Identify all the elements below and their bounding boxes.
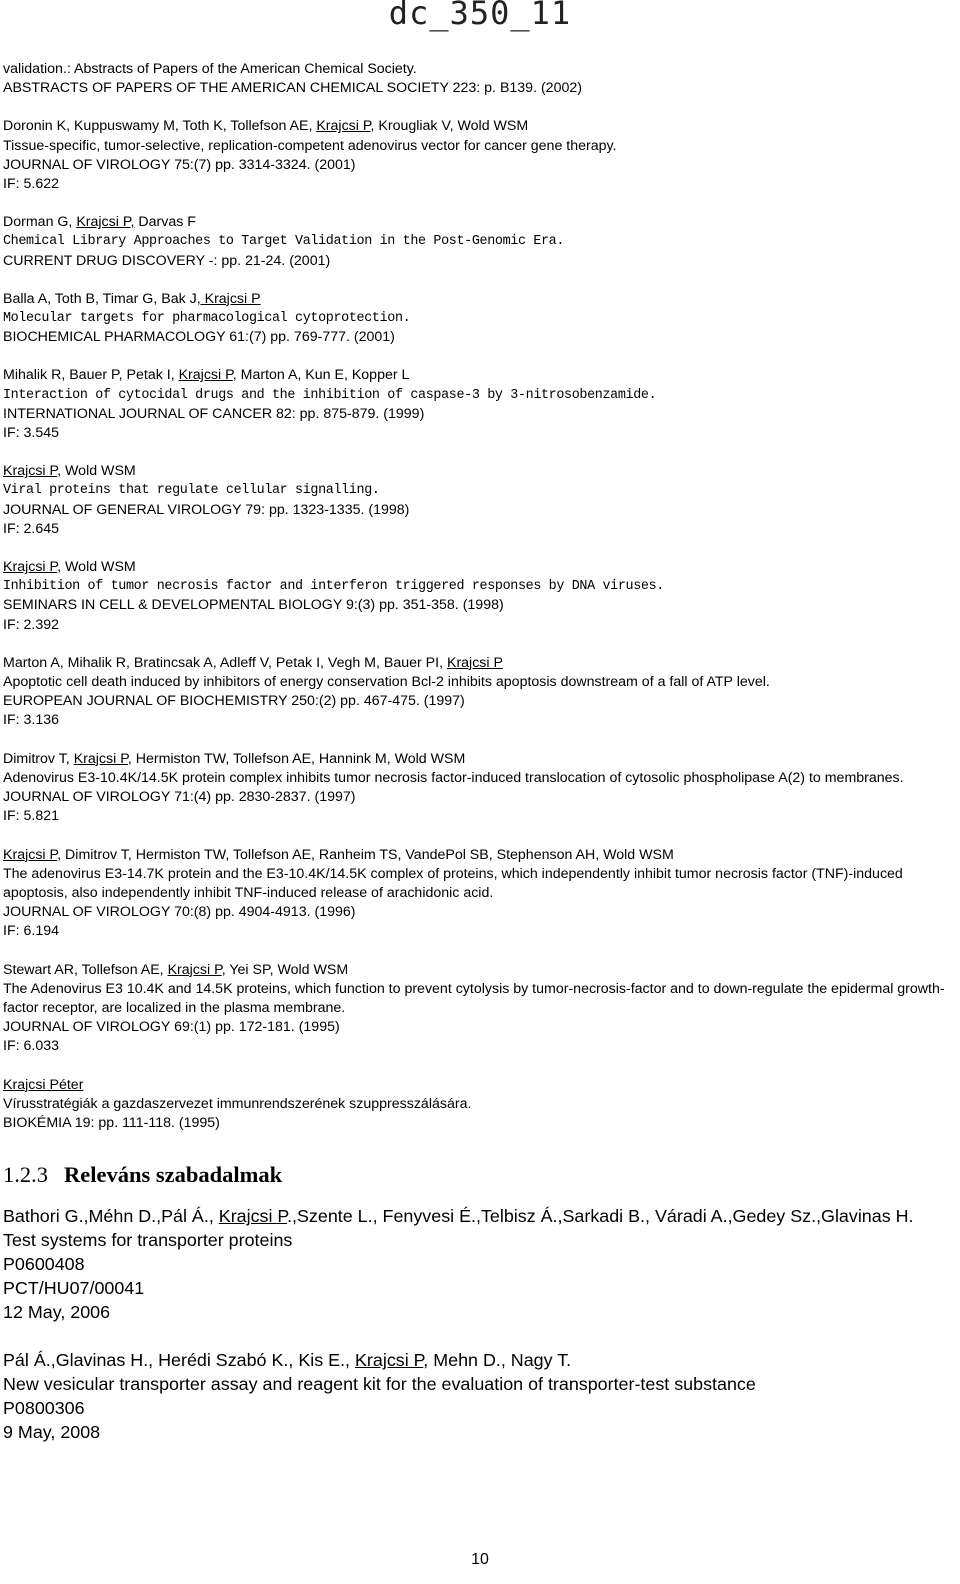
authors-after: , Dimitrov T, Hermiston TW, Tollefson AE, Ranheim TS, VandePol SB, Stephenson AH, Wold WSM (57, 846, 674, 863)
lead-line: validation.: Abstracts of Papers of the American Chemical Society. (3, 61, 417, 77)
authors-before: Pál Á.,Glavinas H., Herédi Szabó K., Kis E., (3, 1350, 355, 1371)
authors-after: , Wold WSM (57, 463, 136, 480)
impact-factor: IF: 5.622 (3, 176, 59, 193)
publication-journal: JOURNAL OF VIROLOGY 75:(7) pp. 3314-3324. (2001) (3, 156, 356, 173)
patent-entry (3, 1204, 957, 1324)
patent-entry (3, 1348, 957, 1444)
impact-factor: IF: 2.392 (3, 616, 59, 633)
publication-journal: JOURNAL OF GENERAL VIROLOGY 79: pp. 1323-1335. (1998) (3, 501, 410, 518)
authors-after: , Yei SP, Wold WSM (221, 961, 349, 978)
section-title: Releváns szabadalmak (64, 1162, 283, 1188)
highlighted-author: Krajcsi P (167, 961, 222, 978)
highlighted-author: Krajcsi P (73, 750, 128, 767)
publication-entry (3, 654, 957, 731)
publication-title: Interaction of cytocidal drugs and the inhibition of caspase-3 by 3-nitrosobenzamide. (3, 387, 657, 403)
publication-authors (3, 213, 957, 232)
patent-authors (3, 1348, 957, 1372)
patent-title: Test systems for transporter proteins (3, 1230, 293, 1251)
authors-after: .,Szente L., Fenyvesi É.,Telbisz Á.,Sarkadi B., Váradi A.,Gedey Sz.,Glavinas H. (287, 1206, 914, 1227)
patent-authors (3, 1204, 957, 1228)
impact-factor: IF: 5.821 (3, 808, 59, 825)
highlighted-author: , Krajcsi P (196, 290, 261, 307)
highlighted-author: Krajcsi P (178, 367, 233, 384)
highlighted-author: Krajcsi P (316, 118, 371, 135)
highlighted-author: Krajcsi P (446, 654, 503, 671)
patent-number: P0800306 (3, 1398, 85, 1419)
highlighted-author: Krajcsi P (355, 1350, 424, 1371)
document-header-code: dc_350_11 (388, 0, 572, 32)
authors-before: Balla A, Toth B, Timar G, Bak J (3, 290, 197, 307)
authors-after: , Hermiston TW, Tollefson AE, Hannink M, Wold WSM (127, 750, 466, 767)
publication-title: Tissue-specific, tumor-selective, replication-competent adenovirus vector for cancer gene therapy. (3, 137, 617, 154)
section-number: 1.2.3 (3, 1162, 48, 1188)
publication-title: Inhibition of tumor necrosis factor and interferon triggered responses by DNA viruses. (3, 579, 664, 595)
patent-pct-number: PCT/HU07/00041 (3, 1278, 145, 1299)
impact-factor: IF: 6.033 (3, 1038, 59, 1055)
publication-title: Chemical Library Approaches to Target Validation in the Post-Genomic Era. (3, 234, 565, 250)
publication-title: Adenovirus E3-10.4K/14.5K protein complex inhibits tumor necrosis factor-induced translocation of cytosolic phospholipase A(2) to membranes. (3, 769, 904, 786)
impact-factor: IF: 3.136 (3, 712, 59, 729)
authors-before: Dorman G, (3, 214, 77, 231)
publication-authors (3, 961, 957, 980)
publication-title: Molecular targets for pharmacological cytoprotection. (3, 311, 411, 327)
publication-entry (3, 558, 957, 635)
publication-authors (3, 117, 957, 136)
publication-entry (3, 1076, 957, 1134)
authors-after: Darvas F (134, 214, 196, 231)
impact-factor: IF: 3.545 (3, 425, 59, 442)
authors-after: , Wold WSM (57, 559, 136, 576)
patent-number: P0600408 (3, 1254, 85, 1275)
publication-authors (3, 654, 957, 673)
publication-journal: INTERNATIONAL JOURNAL OF CANCER 82: pp. 875-879. (1999) (3, 405, 425, 422)
publication-entry (3, 366, 957, 443)
impact-factor: IF: 6.194 (3, 923, 59, 940)
publication-journal: JOURNAL OF VIROLOGY 70:(8) pp. 4904-4913. (1996) (3, 904, 356, 921)
patent-date: 12 May, 2006 (3, 1302, 111, 1323)
publication-journal: BIOKÉMIA 19: pp. 111-118. (1995) (3, 1114, 220, 1131)
publication-authors (3, 366, 957, 385)
publication-authors (3, 462, 957, 481)
authors-before: Dimitrov T, (3, 750, 74, 767)
publication-journal: SEMINARS IN CELL & DEVELOPMENTAL BIOLOGY 9:(3) pp. 351-358. (1998) (3, 597, 504, 614)
publication-entry (3, 846, 957, 942)
publication-journal: CURRENT DRUG DISCOVERY -: pp. 21-24. (2001) (3, 252, 331, 269)
publication-entry (3, 750, 957, 827)
authors-after: , Mehn D., Nagy T. (423, 1350, 572, 1371)
page-number: 10 (471, 1551, 489, 1568)
authors-before: Mihalik R, Bauer P, Petak I, (3, 367, 179, 384)
authors-before: Doronin K, Kuppuswamy M, Toth K, Tollefson AE, (3, 118, 317, 135)
publication-list (3, 60, 957, 1468)
publication-journal: JOURNAL OF VIROLOGY 71:(4) pp. 2830-2837. (1997) (3, 789, 356, 806)
section-heading (3, 1161, 957, 1189)
publication-authors (3, 750, 957, 769)
publication-title: The Adenovirus E3 10.4K and 14.5K proteins, which function to prevent cytolysis by tumor-necrosis-factor and to down-regulate the epidermal growth-factor receptor, are localized in the plasma membrane. (3, 980, 945, 1016)
lead-entry (3, 60, 957, 98)
publication-authors (3, 846, 957, 865)
highlighted-author: Krajcsi P, (76, 214, 135, 231)
patent-title: New vesicular transporter assay and reagent kit for the evaluation of transporter-test substance (3, 1374, 756, 1395)
highlighted-author: Krajcsi Péter (3, 1076, 84, 1093)
publication-title: The adenovirus E3-14.7K protein and the E3-10.4K/14.5K complex of proteins, which independently inhibit tumor necrosis factor (TNF)-induced apoptosis, also independently inhibit TNF-induced release of arachidonic acid. (3, 865, 903, 901)
publication-authors (3, 558, 957, 577)
publication-title: Vírusstratégiák a gazdaszervezet immunrendszerének szuppresszálására. (3, 1095, 472, 1112)
highlighted-author: Krajcsi P (218, 1206, 288, 1227)
impact-factor: IF: 2.645 (3, 520, 59, 537)
publication-entry (3, 462, 957, 539)
highlighted-author: Krajcsi P (3, 846, 58, 863)
highlighted-author: Krajcsi P (3, 559, 58, 576)
patent-date: 9 May, 2008 (3, 1422, 101, 1443)
publication-title: Apoptotic cell death induced by inhibitors of energy conservation Bcl-2 inhibits apoptosis downstream of a fall of ATP level. (3, 674, 770, 691)
publication-entry (3, 961, 957, 1057)
publication-journal: JOURNAL OF VIROLOGY 69:(1) pp. 172-181. (1995) (3, 1019, 340, 1036)
publication-entry (3, 290, 957, 348)
authors-before: Bathori G.,Méhn D.,Pál Á., (3, 1206, 219, 1227)
authors-before: Marton A, Mihalik R, Bratincsak A, Adleff V, Petak I, Vegh M, Bauer PI, (3, 654, 447, 671)
publication-authors (3, 1076, 957, 1095)
publication-journal: EUROPEAN JOURNAL OF BIOCHEMISTRY 250:(2) pp. 467-475. (1997) (3, 693, 465, 710)
authors-before: Stewart AR, Tollefson AE, (3, 961, 168, 978)
publication-entry (3, 117, 957, 194)
publication-title: Viral proteins that regulate cellular signalling. (3, 483, 380, 499)
publication-entry (3, 213, 957, 271)
authors-after: , Marton A, Kun E, Kopper L (232, 367, 410, 384)
publication-authors (3, 290, 957, 309)
publication-journal: BIOCHEMICAL PHARMACOLOGY 61:(7) pp. 769-777. (2001) (3, 329, 395, 346)
highlighted-author: Krajcsi P (3, 463, 58, 480)
lead-line: ABSTRACTS OF PAPERS OF THE AMERICAN CHEMICAL SOCIETY 223: p. B139. (2002) (3, 80, 582, 97)
authors-after: , Krougliak V, Wold WSM (370, 118, 529, 135)
